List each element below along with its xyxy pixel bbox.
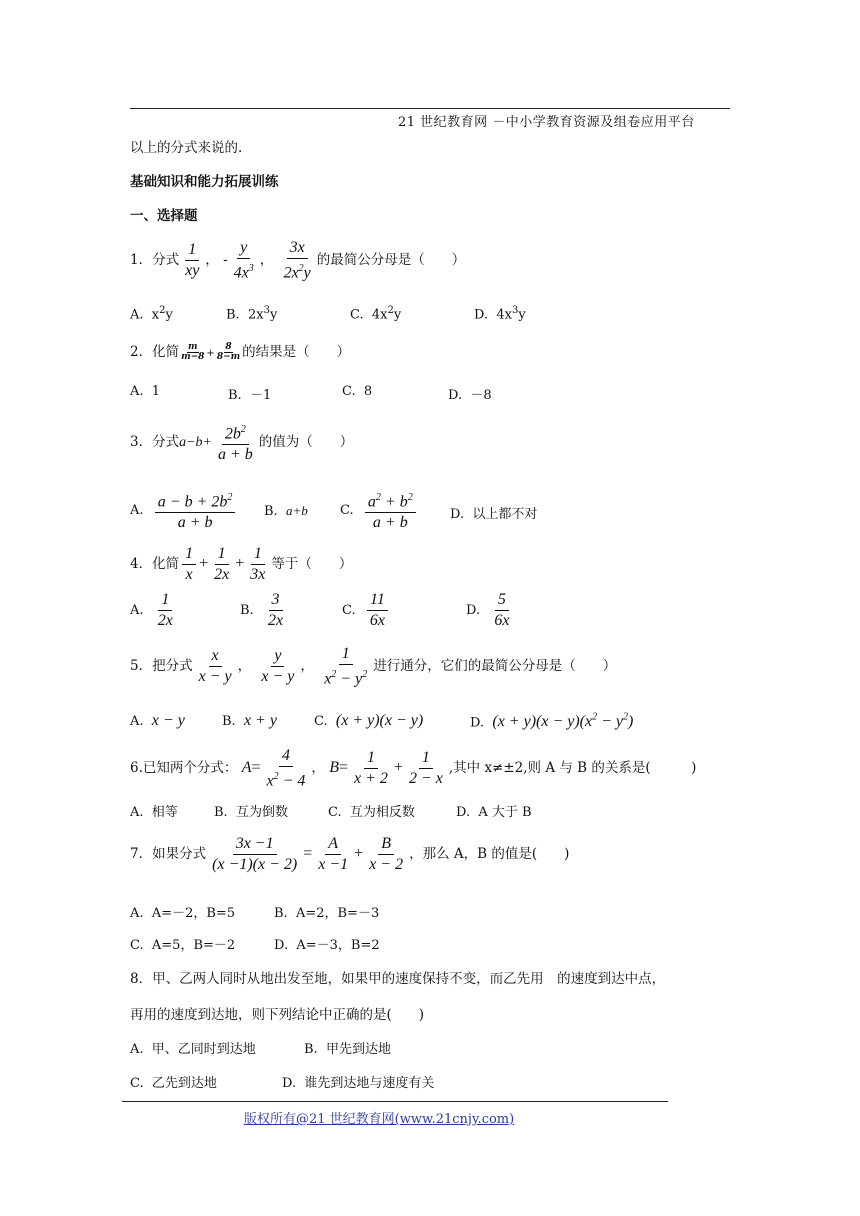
- q1-prefix: 1．分式: [130, 252, 180, 269]
- q3-option-c: C. $\frac{a^2 + b^2}{a + b}$: [340, 488, 419, 533]
- q4-option-a: A. $\frac{1}{2x}$: [130, 591, 173, 629]
- q1-suffix: 的最简公分母是（ ）: [316, 252, 466, 269]
- section-title: 基础知识和能力拓展训练: [130, 174, 279, 190]
- q8-option-b: B. 甲先到达地: [304, 1042, 391, 1057]
- q7-option-c: C. A=5，B=－2: [130, 938, 236, 953]
- question-7: 7．如果分式 $\frac{3x -1}{(x -1)(x - 2)}$ = $\frac{A}{x -1}$ + $\frac{B}{x - 2}$ ，那么 A，B 的值是( ): [130, 835, 570, 873]
- question-8-line-2: 再用的速度到达地，则下列结论中正确的是( ): [130, 1007, 425, 1023]
- q8-option-a: A. 甲、乙同时到达地: [130, 1042, 256, 1057]
- q2-option-d: D. －8: [448, 388, 492, 403]
- intro-line: 以上的分式来说的.: [130, 140, 243, 156]
- question-4: 4．化简 $\frac{1}{x}$ + $\frac{1}{2x}$ + $\frac{1}{3x}$ 等于（ ）: [130, 545, 353, 583]
- q3-option-a: A. $\frac{a - b + 2b^2}{a + b}$: [130, 488, 238, 533]
- q1-frac-3: $\frac{3x}{2x^2y}$: [283, 239, 311, 282]
- question-5: 5．把分式 $\frac{x}{x - y}$ ， $\frac{y}{x - y}$ ， $\frac{1}{x^2 - y^2}$ 进行通分，它们的最简公分母是（ ）: [130, 645, 617, 688]
- q1-option-c: C. $4x^2y$: [350, 305, 402, 323]
- q5-option-b: B. x + y: [222, 712, 277, 729]
- question-3: 3．分式a−b+ $\frac{2b^2}{a + b}$ 的值为（ ）: [130, 420, 353, 465]
- q1-frac-2: $\frac{y}{4x^3}$: [233, 239, 254, 282]
- q4-option-c: C. $\frac{11}{6x}$: [342, 590, 391, 631]
- q2-frac-2: $\frac{8}{8-m}$: [216, 342, 241, 362]
- q8-option-c: C. 乙先到达地: [130, 1076, 217, 1091]
- q1-option-d: D. $4x^3y$: [474, 305, 526, 323]
- question-8-line-1: 8．甲、乙两人同时从地出发至地，如果甲的速度保持不变，而乙先用 的速度到达中点，: [130, 971, 666, 987]
- q2-option-a: A. 1: [130, 384, 161, 399]
- q5-option-d: D. $(x + y)(x - y)(x^2 - y^2)$: [470, 712, 634, 731]
- q7-option-a: A. A=－2，B=5: [130, 906, 236, 921]
- q1-frac-1: $\frac{1}{xy}$: [185, 241, 200, 280]
- footer-rule: [122, 1101, 668, 1102]
- footer-copyright-link[interactable]: 版权所有@21 世纪教育网(www.21cnjy.com): [244, 1112, 515, 1127]
- q3-option-d: D. 以上都不对: [450, 507, 538, 522]
- question-6: 6.已知两个分式： A= $\frac{4}{x^2 - 4}$ ， B= $\frac{1}{x + 2}$ + $\frac{1}{2 - x}$ ,其中 x≠±2,则 A 与 B 的关系是( ): [130, 747, 697, 790]
- q8-option-d: D. 谁先到达地与速度有关: [282, 1076, 435, 1091]
- q7-option-d: D. A=－3，B=2: [274, 938, 380, 953]
- q2-frac-1: $\frac{m}{m-8}$: [181, 342, 205, 362]
- q4-option-b: B. $\frac{3}{2x}$: [240, 591, 284, 629]
- q6-option-b: B. 互为倒数: [214, 805, 288, 820]
- question-2: 2．化简 $\frac{m}{m-8}$ + $\frac{8}{8-m}$ 的结果是（ ）: [130, 342, 351, 362]
- q2-option-b: B. －1: [228, 388, 272, 403]
- q6-option-a: A. 相等: [130, 805, 178, 820]
- q5-option-c: C. (x + y)(x − y): [314, 712, 424, 729]
- question-1: 1．分式 $\frac{1}{xy}$ ， - $\frac{y}{4x^3}$ ， $\frac{3x}{2x^2y}$ 的最简公分母是（ ）: [130, 239, 466, 282]
- q3-option-b: B. a+b: [264, 503, 308, 519]
- q5-option-a: A. x − y: [130, 712, 185, 729]
- q6-option-d: D. A 大于 B: [456, 805, 532, 820]
- q3-frac: $\frac{2b^2}{a + b}$: [215, 420, 256, 465]
- q1-option-b: B. $2x^3y$: [226, 305, 278, 323]
- subsection-title: 一、选择题: [130, 208, 198, 224]
- q4-option-d: D. $\frac{5}{6x}$: [466, 591, 510, 629]
- q2-option-c: C. 8: [342, 384, 373, 399]
- header-rule: [130, 108, 730, 109]
- header-text: 21 世纪教育网 －中小学教育资源及组卷应用平台: [398, 115, 695, 130]
- q7-option-b: B. A=2，B=－3: [274, 906, 380, 921]
- q1-option-a: A. $x^2y$: [130, 305, 173, 323]
- q6-option-c: C. 互为相反数: [328, 805, 415, 820]
